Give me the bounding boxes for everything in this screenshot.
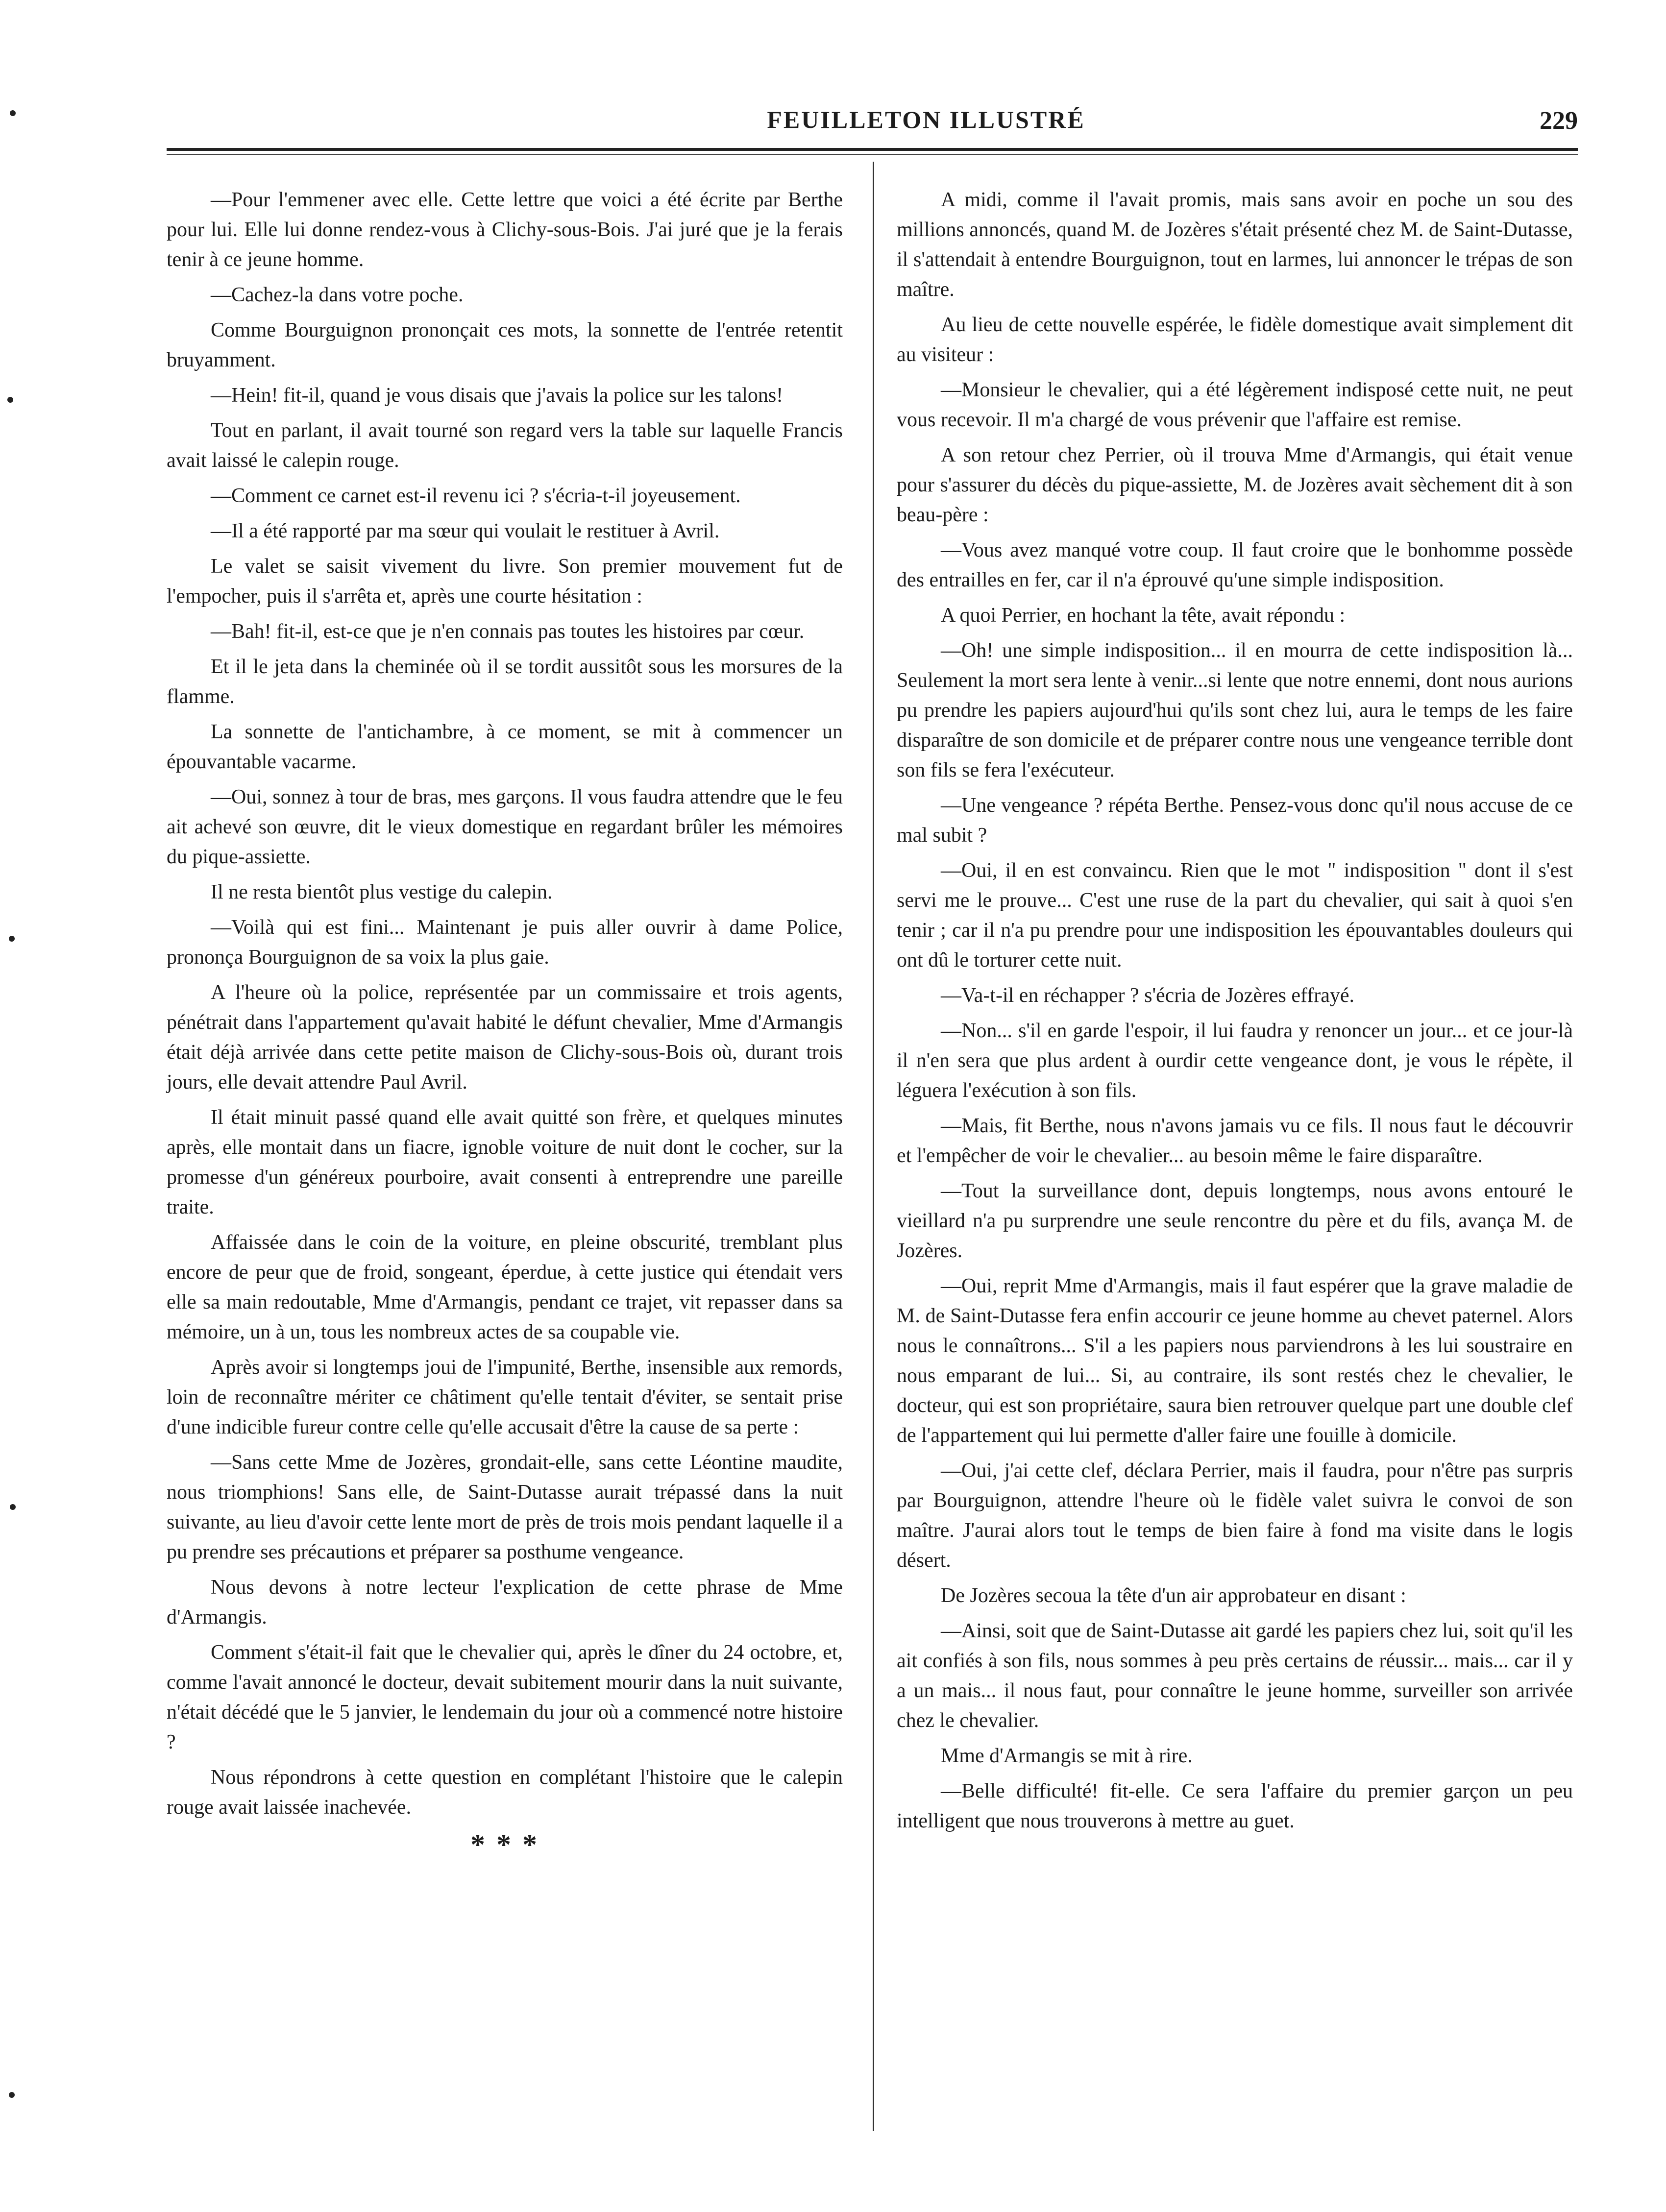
paragraph: —Oui, j'ai cette clef, déclara Perrier, mais il faudra, pour n'être pas surpris par Bourguignon, attendre l'heure où le fidèle valet suivra le convoi de son maître. J'aurai alors tout le temps de bien faire à fond ma visite dans le logis désert. xyxy=(897,1459,1573,1572)
margin-dot-mark xyxy=(9,936,15,942)
right-column xyxy=(897,185,1573,1842)
paragraph: Et il le jeta dans la cheminée où il se tordit aussitôt sous les morsures de la flamme. xyxy=(167,656,843,708)
paragraph: —Ainsi, soit que de Saint-Dutasse ait gardé les papiers chez lui, soit qu'il les ait confiés à son fils, nous sommes à peu près certains de réussir... mais... car il y a un mais... il nous faut, pour connaître le jeune homme, surveiller son arrivée chez le chevalier. xyxy=(897,1620,1573,1732)
paragraph: Nous répondrons à cette question en complétant l'histoire que le calepin rouge avait laissée inachevée. xyxy=(167,1766,843,1819)
paragraph: Au lieu de cette nouvelle espérée, le fidèle domestique avait simplement dit au visiteur : xyxy=(897,314,1573,366)
page-number: 229 xyxy=(1540,107,1578,135)
paragraph: —Il a été rapporté par ma sœur qui voulait le restituer à Avril. xyxy=(211,520,720,542)
paragraph: A quoi Perrier, en hochant la tête, avait répondu : xyxy=(941,604,1346,627)
paragraph: De Jozères secoua la tête d'un air approbateur en disant : xyxy=(941,1584,1406,1607)
paragraph: Il ne resta bientôt plus vestige du calepin. xyxy=(211,881,553,903)
paragraph: —Oui, reprit Mme d'Armangis, mais il faut espérer que la grave maladie de M. de Saint-Dutasse fera enfin accourir ce jeune homme au chevet paternel. Alors nous le connaîtrons... S'il a les papiers nous parviendrons à les lui soustraire en nous emparant de lui... Si, au contraire, ils sont restés chez le chevalier, le docteur, qui est son propriétaire, saura bien retrouver quelque part une double clef de l'appartement qui lui permette d'aller faire une fouille à domicile. xyxy=(897,1275,1573,1447)
paragraph: A son retour chez Perrier, où il trouva Mme d'Armangis, qui était venue pour s'assurer du décès du pique-assiette, M. de Jozères avait sèchement dit à son beau-père : xyxy=(897,444,1573,526)
running-title: FEUILLETON ILLUSTRÉ xyxy=(767,106,1085,133)
paragraph: —Voilà qui est fini... Maintenant je puis aller ouvrir à dame Police, prononça Bourguignon de sa voix la plus gaie. xyxy=(167,916,843,969)
paragraph: —Sans cette Mme de Jozères, grondait-elle, sans cette Léontine maudite, nous triomphions! Sans elle, de Saint-Dutasse aurait trépassé dans la nuit suivante, au lieu d'avoir cette lente mort de près de trois mois pendant laquelle il a pu prendre ses précautions et préparer sa posthume vengeance. xyxy=(167,1451,843,1563)
paragraph: —Comment ce carnet est-il revenu ici ? s'écria-t-il joyeusement. xyxy=(211,485,741,507)
paragraph: —Hein! fit-il, quand je vous disais que j'avais la police sur les talons! xyxy=(211,384,784,407)
paragraph: —Oui, sonnez à tour de bras, mes garçons. Il vous faudra attendre que le feu ait achevé son œuvre, dit le vieux domestique en regardant brûler les mémoires du pique-assiette. xyxy=(167,786,843,868)
column-divider xyxy=(873,162,874,2131)
paragraph: A midi, comme il l'avait promis, mais sans avoir en poche un sou des millions annoncés, quand M. de Jozères s'était présenté chez M. de Saint-Dutasse, il s'attendait à entendre Bourguignon, tout en larmes, lui annoncer le trépas de son maître. xyxy=(897,189,1573,301)
paragraph: —Une vengeance ? répéta Berthe. Pensez-vous donc qu'il nous accuse de ce mal subit ? xyxy=(897,794,1573,847)
left-column xyxy=(167,185,843,1862)
paragraph: —Va-t-il en réchapper ? s'écria de Jozères effrayé. xyxy=(941,984,1354,1007)
paragraph: Après avoir si longtemps joui de l'impunité, Berthe, insensible aux remords, loin de reconnaître mériter ce châtiment qu'elle tentait d'éviter, se sentait prise d'une indicible fureur contre celle qu'elle accusait d'être la cause de sa perte : xyxy=(167,1356,843,1438)
section-separator: * * * xyxy=(470,1828,539,1861)
paragraph: Nous devons à notre lecteur l'explication de cette phrase de Mme d'Armangis. xyxy=(167,1576,843,1629)
paragraph: A l'heure où la police, représentée par un commissaire et trois agents, pénétrait dans l'appartement qu'avait habité le défunt chevalier, Mme d'Armangis était déjà arrivée dans cette petite maison de Clichy-sous-Bois où, durant trois jours, elle devait attendre Paul Avril. xyxy=(167,981,843,1094)
paragraph: —Non... s'il en garde l'espoir, il lui faudra y renoncer un jour... et ce jour-là il n'en sera que plus ardent à ourdir cette vengeance dont, je vous le répète, il léguera l'exécution à son fils. xyxy=(897,1020,1573,1102)
paragraph: —Mais, fit Berthe, nous n'avons jamais vu ce fils. Il nous faut le découvrir et l'empêcher de voir le chevalier... au besoin même le faire disparaître. xyxy=(897,1115,1573,1167)
margin-dot-mark xyxy=(9,2092,15,2098)
paragraph: —Oh! une simple indisposition... il en mourra de cette indisposition là... Seulement la mort sera lente à venir...si lente que notre ennemi, dont nous aurions pu prendre les papiers aujourd'hui qu'ils sont chez lui, aura le temps de les faire disparaître de son domicile et de préparer contre nous une vengeance terrible dont son fils se fera l'exécuteur. xyxy=(897,639,1573,781)
paragraph: —Oui, il en est convaincu. Rien que le mot " indisposition " dont il s'est servi me le prouve... C'est une ruse de la part du chevalier, qui sait à quoi s'en tenir ; car il n'a pu prendre pour une indisposition les épouvantables douleurs qui ont dû le torturer cette nuit. xyxy=(897,859,1573,972)
paragraph: Comment s'était-il fait que le chevalier qui, après le dîner du 24 octobre, et, comme l'avait annoncé le docteur, devait subitement mourir dans la nuit suivante, n'était décédé que le 5 janvier, le lendemain du jour où a commencé notre histoire ? xyxy=(167,1641,843,1753)
paragraph: —Monsieur le chevalier, qui a été légèrement indisposé cette nuit, ne peut vous recevoir. Il m'a chargé de vous prévenir que l'affaire est remise. xyxy=(897,379,1573,431)
paragraph: —Belle difficulté! fit-elle. Ce sera l'affaire du premier garçon un peu intelligent que nous trouverons à mettre au guet. xyxy=(897,1780,1573,1832)
paragraph: Affaissée dans le coin de la voiture, en pleine obscurité, tremblant plus encore de peur que de froid, songeant, éperdue, à cette justice qui étendait vers elle sa main redoutable, Mme d'Armangis, pendant ce trajet, vit repasser dans sa mémoire, un à un, tous les nombreux actes de sa coupable vie. xyxy=(167,1231,843,1343)
paragraph: Il était minuit passé quand elle avait quitté son frère, et quelques minutes après, elle montait dans un fiacre, ignoble voiture de nuit dont le cocher, sur la promesse d'un généreux pourboire, avait consenti à entreprendre une pareille traite. xyxy=(167,1106,843,1218)
margin-dot-mark xyxy=(10,110,16,116)
paragraph: Comme Bourguignon prononçait ces mots, la sonnette de l'entrée retentit bruyamment. xyxy=(167,319,843,371)
paragraph: La sonnette de l'antichambre, à ce moment, se mit à commencer un épouvantable vacarme. xyxy=(167,721,843,773)
paragraph: Le valet se saisit vivement du livre. Son premier mouvement fut de l'empocher, puis il s'arrêta et, après une courte hésitation : xyxy=(167,555,843,608)
header-rule xyxy=(167,148,1578,151)
header-rule-thin xyxy=(167,154,1578,155)
paragraph: —Bah! fit-il, est-ce que je n'en connais pas toutes les histoires par cœur. xyxy=(211,620,805,643)
paragraph: —Tout la surveillance dont, depuis longtemps, nous avons entouré le vieillard n'a pu surprendre une seule rencontre du père et du fils, avança M. de Jozères. xyxy=(897,1180,1573,1262)
margin-dot-mark xyxy=(7,397,13,403)
paragraph: —Vous avez manqué votre coup. Il faut croire que le bonhomme possède des entrailles en fer, car il n'a éprouvé qu'une simple indisposition. xyxy=(897,539,1573,591)
paragraph: Tout en parlant, il avait tourné son regard vers la table sur laquelle Francis avait laissé le calepin rouge. xyxy=(167,419,843,472)
paragraph: —Pour l'emmener avec elle. Cette lettre que voici a été écrite par Berthe pour lui. Elle lui donne rendez-vous à Clichy-sous-Bois. J'ai juré que je la ferais tenir à ce jeune homme. xyxy=(167,189,843,271)
margin-dot-mark xyxy=(10,1504,16,1510)
paragraph: —Cachez-la dans votre poche. xyxy=(211,284,464,306)
paragraph: Mme d'Armangis se mit à rire. xyxy=(941,1745,1193,1767)
page-header xyxy=(167,105,1578,145)
